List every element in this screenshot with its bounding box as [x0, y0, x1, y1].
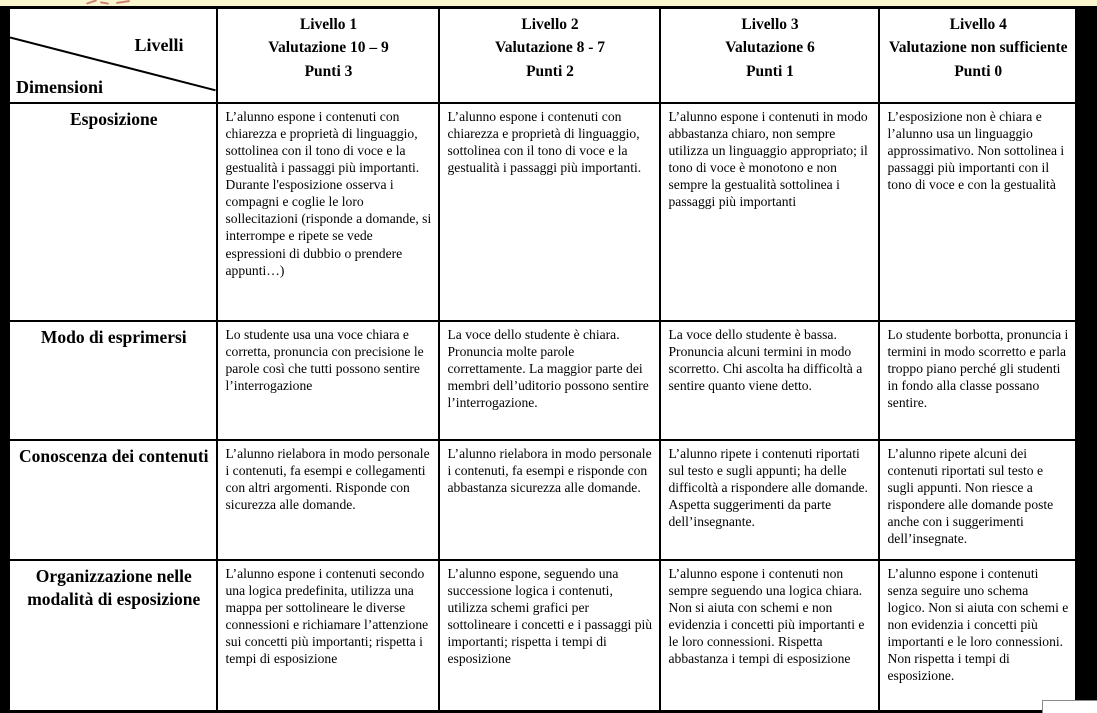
level-valutazione: Valutazione 10 – 9 [268, 39, 389, 57]
partial-input-box[interactable] [1042, 700, 1097, 713]
level-title: Livello 1 [299, 16, 358, 33]
cell-modo-livello-4: Lo studente borbotta, pronuncia i termini in modo scorretto e parla troppo piano perché gli studenti in fondo alla classe possano sentire. [879, 321, 1077, 440]
cell-organizzazione-livello-4: L’alunno espone i contenuti senza seguire uno schema logico. Non si aiuta con schemi e non evidenzia i concetti più importanti e le loro connessioni. Non rispetta i tempi di esposizione. [879, 560, 1077, 712]
level-title: Livello 3 [741, 16, 799, 33]
table-row-conoscenza [9, 440, 1077, 560]
right-frame-bar [1075, 6, 1097, 713]
red-annotation-mark [116, 0, 130, 4]
table-row-esposizione [9, 103, 1077, 321]
cell-modo-livello-3: La voce dello studente è bassa. Pronuncia alcuni termini in modo scorretto. Chi ascolta ha difficoltà a sentire quanto viene detto. [660, 321, 879, 440]
red-annotation-mark [100, 1, 109, 5]
cell-esposizione-livello-2: L’alunno espone i contenuti con chiarezza e proprietà di linguaggio, sottolinea con il tono di voce e la gestualità i passaggi più importanti. [439, 103, 660, 321]
corner-label-dimensioni: Dimensioni [16, 76, 104, 97]
left-frame-bar [0, 6, 7, 713]
header-row [9, 8, 1077, 103]
corner-cell [9, 8, 217, 103]
cell-esposizione-livello-4: L’esposizione non è chiara e l’alunno usa un linguaggio approssimativo. Non sottolinea i passaggi più importanti con il tono di voce e con la gestualità [879, 103, 1077, 321]
cell-organizzazione-livello-2: L’alunno espone, seguendo una successione logica i contenuti, utilizza schemi grafici per sottolineare i concetti e i passaggi più importanti; rispetta i tempi di esposizione [439, 560, 660, 712]
column-header-livello-2 [439, 8, 660, 103]
red-annotation-mark [86, 0, 97, 5]
column-header-livello-4 [879, 8, 1077, 103]
cell-organizzazione-livello-1: L’alunno espone i contenuti secondo una logica predefinita, utilizza una mappa per sottolineare le diverse connessioni e richiamare l’attenzione sui concetti più importanti; rispetta i tempi di esposizione [217, 560, 439, 712]
level-title: Livello 2 [521, 16, 579, 33]
corner-label-livelli: Livelli [134, 35, 184, 55]
column-header-livello-1 [217, 8, 439, 103]
level-valutazione: Valutazione non sufficiente [888, 39, 1068, 57]
cell-conoscenza-livello-2: L’alunno rielabora in modo personale i contenuti, fa esempi e risponde con abbastanza sicurezza alle domande. [439, 440, 660, 560]
cell-esposizione-livello-3: L’alunno espone i contenuti in modo abbastanza chiaro, non sempre utilizza un linguaggio appropriato; il tono di voce è monotono e non sempre la gestualità sottolinea i passaggi più importanti [660, 103, 879, 321]
cell-modo-livello-2: La voce dello studente è chiara. Pronuncia molte parole correttamente. La maggior parte dei membri dell’uditorio possono sentire l’interrogazione. [439, 321, 660, 440]
level-punti: Punti 0 [954, 62, 1003, 80]
table-row-modo-di-esprimersi [9, 321, 1077, 440]
level-punti: Punti 1 [746, 62, 794, 80]
level-punti: Punti 2 [526, 62, 574, 80]
level-valutazione: Valutazione 6 [725, 39, 815, 57]
level-valutazione: Valutazione 8 - 7 [494, 39, 606, 57]
cell-modo-livello-1: Lo studente usa una voce chiara e corretta, pronuncia con precisione le parole così che tutti possono sentire l’interrogazione [217, 321, 439, 440]
cell-conoscenza-livello-3: L’alunno ripete i contenuti riportati sul testo e sugli appunti; ha delle difficoltà a rispondere alle domande. Aspetta suggerimenti da parte dell’insegnante. [660, 440, 879, 560]
cell-esposizione-livello-1: L’alunno espone i contenuti con chiarezza e proprietà di linguaggio, sottolinea con il tono di voce e la gestualità i passaggi più importanti. Durante l'esposizione osserva i compagni e coglie le loro sollecitazioni (risponde a domande, si interrompe e ripete se vede espressioni di dubbio o prendere appunti…) [217, 103, 439, 321]
cell-conoscenza-livello-1: L’alunno rielabora in modo personale i contenuti, fa esempi e collegamenti con altri argomenti. Risponde con sicurezza alle domande. [217, 440, 439, 560]
cell-conoscenza-livello-4: L’alunno ripete alcuni dei contenuti riportati sul testo e sugli appunti. Non riesce a rispondere alle domande poste anche con i suggerimenti dell’insegnate. [879, 440, 1077, 560]
row-header-conoscenza: Conoscenza dei contenuti [9, 440, 217, 560]
table-row-organizzazione [9, 560, 1077, 712]
row-header-modo-di-esprimersi: Modo di esprimersi [9, 321, 217, 440]
evaluation-rubric-table [7, 6, 1078, 713]
column-header-livello-3 [660, 8, 879, 103]
level-title: Livello 4 [949, 16, 1007, 33]
row-header-organizzazione: Organizzazione nelle modalità di esposizione [9, 560, 217, 712]
level-punti: Punti 3 [304, 62, 353, 80]
row-header-esposizione: Esposizione [9, 103, 217, 321]
cell-organizzazione-livello-3: L’alunno espone i contenuti non sempre seguendo una logica chiara. Non si aiuta con schemi e non evidenzia i concetti più importanti e le loro connessioni. Rispetta abbastanza i tempi di esposizione [660, 560, 879, 712]
